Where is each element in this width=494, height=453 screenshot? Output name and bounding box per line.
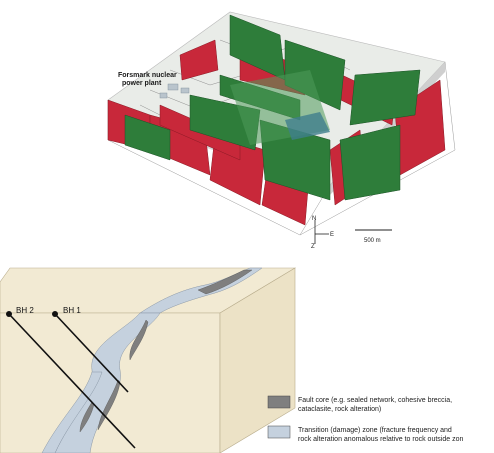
scale-label: 500 m: [364, 238, 381, 244]
compass-z: Z: [311, 244, 315, 250]
legend-swatch-transition-zone: [268, 426, 290, 438]
compass-axes: [315, 220, 329, 244]
borehole-bh2-collar: [6, 311, 12, 317]
legend-fault-core-line2: cataclasite, rock alteration): [298, 406, 382, 413]
plant-label-line1: Forsmark nuclear: [118, 72, 177, 79]
fault-zone-block-diagram: [0, 255, 494, 453]
borehole-bh1-collar: [52, 311, 58, 317]
legend-transition-line1: Transition (damage) zone (fracture frequency and: [298, 427, 452, 434]
legend-swatch-fault-core: [268, 396, 290, 408]
compass-e: E: [330, 232, 335, 238]
bh2-label: BH 2: [16, 306, 34, 315]
compass-n: N: [312, 216, 317, 222]
legend-fault-core-line1: Fault core (e.g. sealed network, cohesive breccia,: [298, 397, 453, 404]
bh1-label: BH 1: [63, 306, 81, 315]
legend-transition-line2: rock alteration anomalous relative to rock outside zon: [298, 436, 464, 443]
plant-label-line2: power plant: [122, 80, 162, 87]
